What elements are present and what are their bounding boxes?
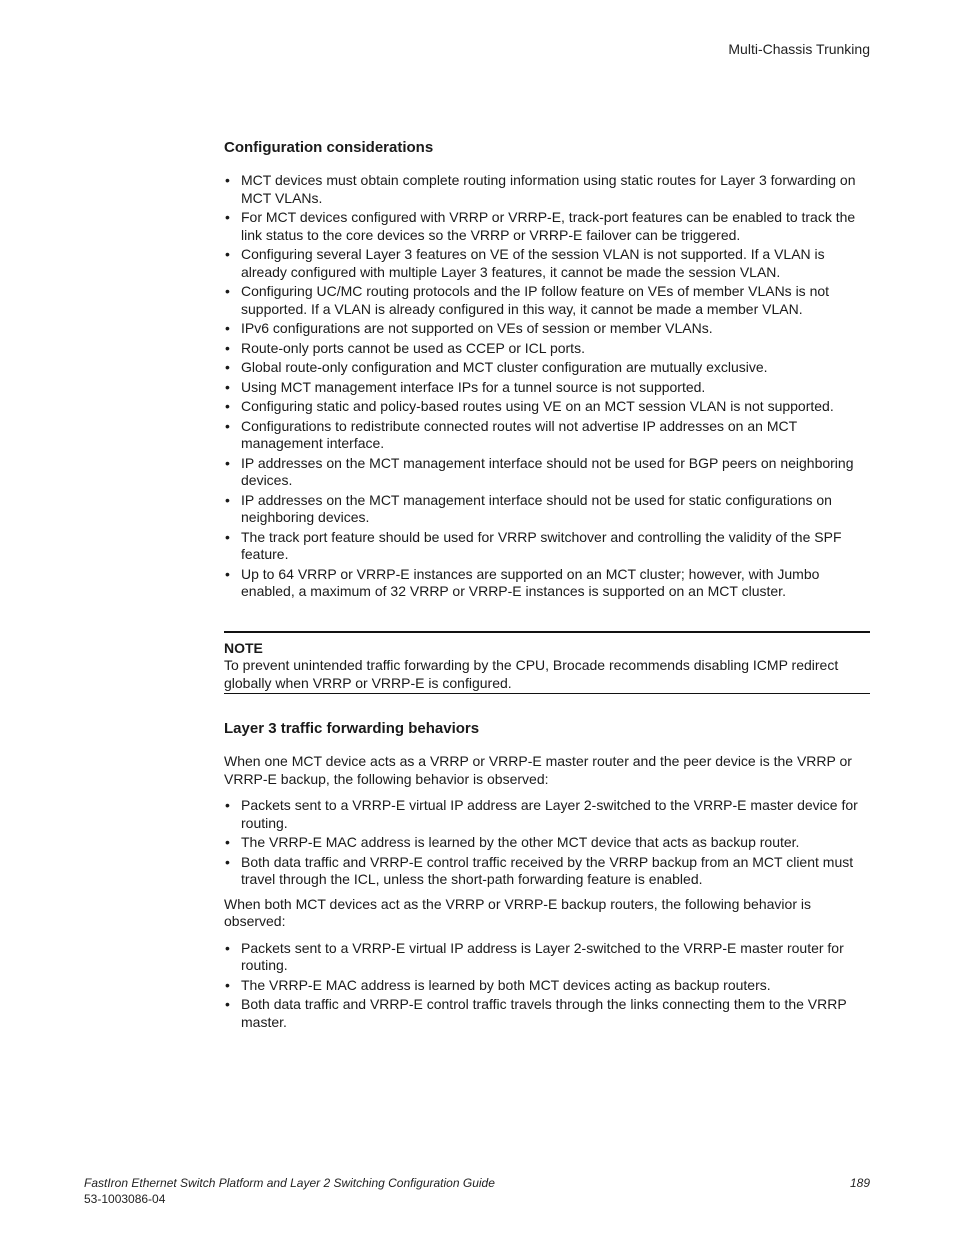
- list-item: • Using MCT management interface IPs for a tunnel source is not supported.: [224, 379, 870, 397]
- list-item: • IP addresses on the MCT management interface should not be used for BGP peers on neighboring devices.: [224, 455, 870, 490]
- list-item: • IP addresses on the MCT management interface should not be used for static configurations on neighboring devices.: [224, 492, 870, 527]
- footer-left: [84, 1175, 495, 1207]
- layer3-intro-2: When both MCT devices act as the VRRP or VRRP-E backup routers, the following behavior is observed:: [224, 895, 811, 929]
- list-item: • MCT devices must obtain complete routing information using static routes for Layer 3 forwarding on MCT VLANs.: [224, 172, 870, 207]
- list-item: • The track port feature should be used for VRRP switchover and controlling the validity of the SPF feature.: [224, 529, 870, 564]
- config-considerations-list: [224, 172, 870, 601]
- config-considerations-heading: Configuration considerations: [224, 139, 434, 156]
- note-text: To prevent unintended traffic forwarding by the CPU, Brocade recommends disabling ICMP redirect globally when VRRP or VRRP-E is configured.: [224, 657, 839, 691]
- footer-page-number: 189: [849, 1176, 870, 1190]
- list-item: • Route-only ports cannot be used as CCEP or ICL ports.: [224, 340, 870, 358]
- list-item: • The VRRP-E MAC address is learned by both MCT devices acting as backup routers.: [224, 977, 870, 995]
- layer3-behavior-list-1: [224, 797, 870, 889]
- running-header: Multi-Chassis Trunking: [728, 41, 870, 57]
- page-content: [224, 138, 870, 1033]
- note-box: [224, 631, 870, 695]
- list-item: • Configuring UC/MC routing protocols and the IP follow feature on VEs of member VLANs is not supported. If a VLAN is already configured in this way, it cannot be made a member VLAN.: [224, 283, 870, 318]
- list-item: • Configuring several Layer 3 features on VE of the session VLAN is not supported. If a VLAN is already configured with multiple Layer 3 features, it cannot be made the session VLAN.: [224, 246, 870, 281]
- list-item: • Both data traffic and VRRP-E control traffic travels through the links connecting them to the VRRP master.: [224, 996, 870, 1031]
- list-item: • IPv6 configurations are not supported on VEs of session or member VLANs.: [224, 320, 870, 338]
- list-item: • Packets sent to a VRRP-E virtual IP address is Layer 2-switched to the VRRP-E master router for routing.: [224, 940, 870, 975]
- list-item: • Configuring static and policy-based routes using VE on an MCT session VLAN is not supported.: [224, 398, 870, 416]
- layer3-behavior-list-2: [224, 940, 870, 1032]
- layer3-intro-1: When one MCT device acts as a VRRP or VRRP-E master router and the peer device is the VRRP or VRRP-E backup, the following behavior is observed:: [224, 753, 852, 787]
- list-item: • Up to 64 VRRP or VRRP-E instances are supported on an MCT cluster; however, with Jumbo enabled, a maximum of 32 VRRP or VRRP-E instances is supported on an MCT cluster.: [224, 566, 870, 601]
- layer3-heading: Layer 3 traffic forwarding behaviors: [224, 720, 480, 737]
- footer-guide-title: FastIron Ethernet Switch Platform and Layer 2 Switching Configuration Guide: [84, 1176, 495, 1190]
- list-item: • For MCT devices configured with VRRP or VRRP-E, track-port features can be enabled to track the link status to the core devices so the VRRP or VRRP-E failover can be triggered.: [224, 209, 870, 244]
- list-item: • Both data traffic and VRRP-E control traffic received by the VRRP backup from an MCT client must travel through the ICL, unless the short-path forwarding feature is enabled.: [224, 854, 870, 889]
- list-item: • The VRRP-E MAC address is learned by the other MCT device that acts as backup router.: [224, 834, 870, 852]
- note-title: NOTE: [224, 639, 263, 656]
- footer-doc-number: 53-1003086-04: [84, 1192, 166, 1206]
- list-item: • Packets sent to a VRRP-E virtual IP address are Layer 2-switched to the VRRP-E master device for routing.: [224, 797, 870, 832]
- list-item: • Configurations to redistribute connected routes will not advertise IP addresses on an MCT management interface.: [224, 418, 870, 453]
- list-item: • Global route-only configuration and MCT cluster configuration are mutually exclusive.: [224, 359, 870, 377]
